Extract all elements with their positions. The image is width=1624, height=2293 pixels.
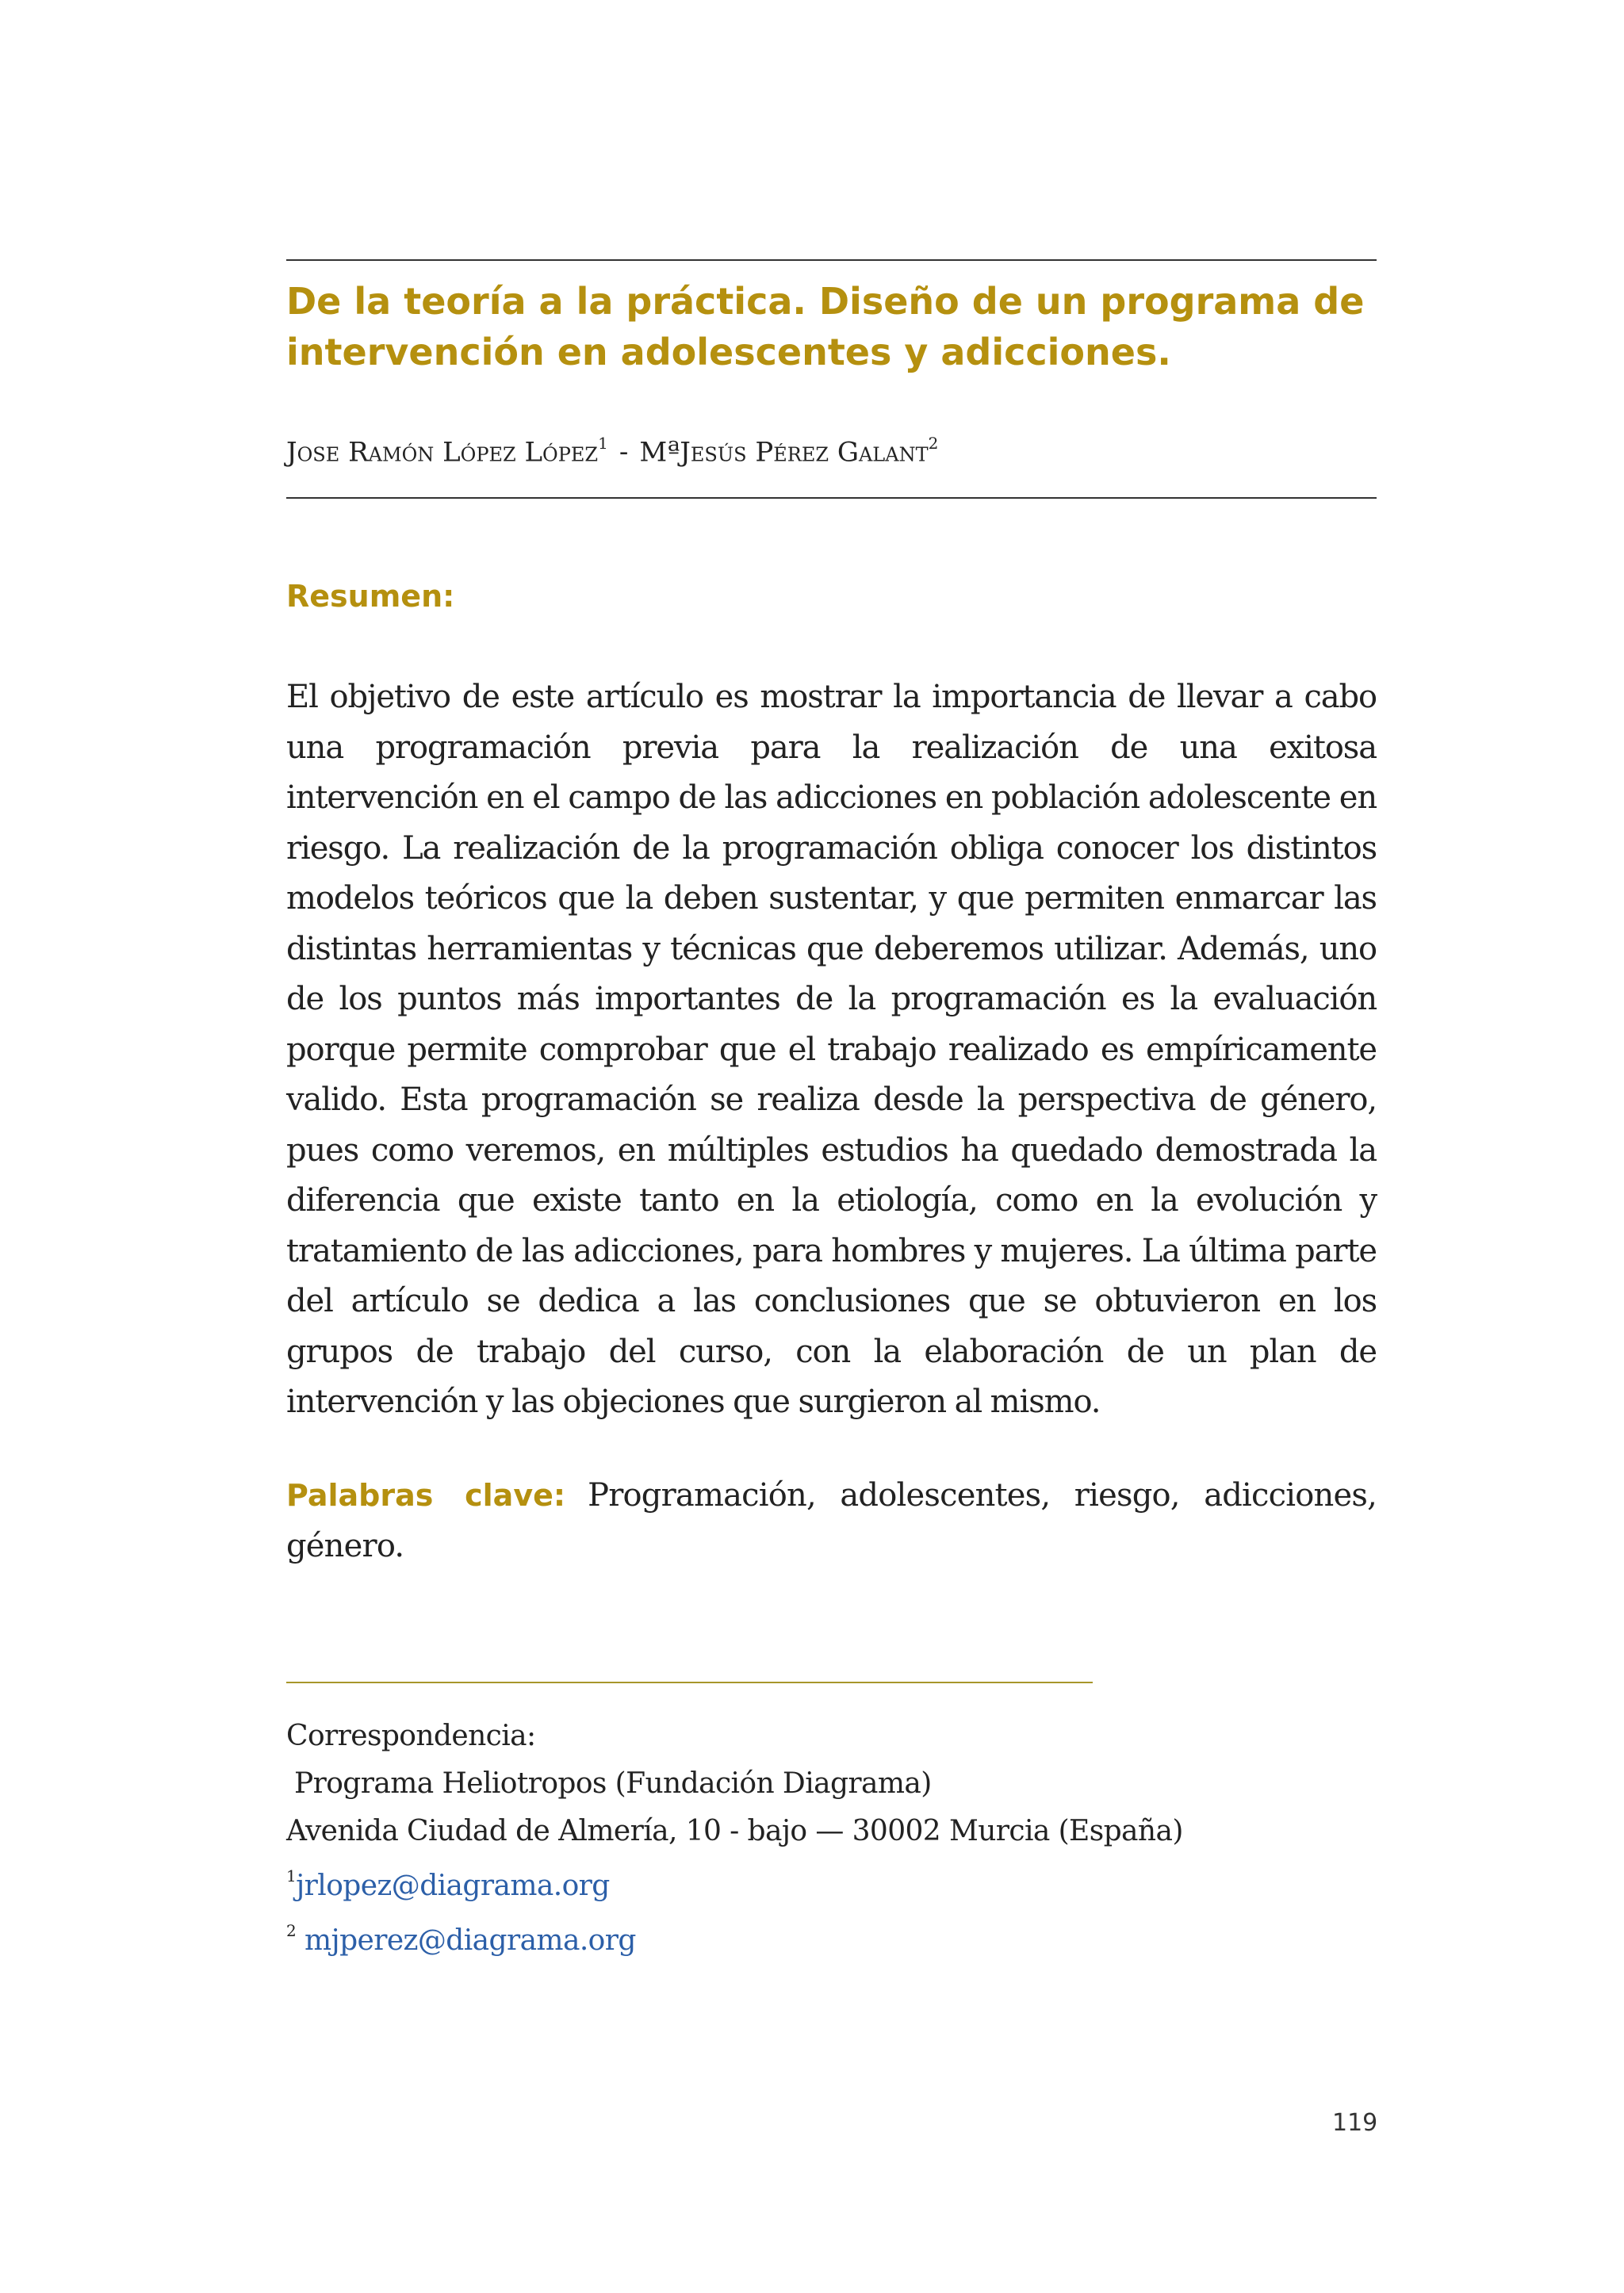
footnote-rule [286, 1682, 1093, 1683]
email-mark-1: 1 [286, 1866, 297, 1885]
correspondence-label: Correspondencia: [286, 1720, 536, 1752]
author-name-2: MªJesús Pérez Galant [639, 436, 929, 469]
email-line-2 [286, 1910, 1396, 1965]
article-title: De la teoría a la práctica. Diseño de un programa de intervención en adolescentes y adicciones. [286, 280, 1365, 373]
correspondence-address: Avenida Ciudad de Almería, 10 - bajo — 30002 Murcia (España) [286, 1815, 1183, 1847]
email-link-1[interactable]: jrlopez@diagrama.org [296, 1870, 610, 1902]
email-mark-2: 2 [286, 1921, 297, 1940]
keywords-label: Palabras clave: [286, 1478, 566, 1513]
keywords-text: Programación, adolescentes, riesgo, adicciones, género. [286, 1477, 1377, 1564]
author-separator: - [619, 436, 629, 469]
author-mark-2: 2 [928, 434, 939, 453]
abstract-heading: Resumen: [286, 579, 455, 614]
correspondence-block [286, 1713, 1396, 1965]
keywords-paragraph [286, 1471, 1377, 1571]
top-rule [286, 259, 1377, 261]
author-line [286, 436, 1396, 468]
author-name-1: Jose Ramón López López [286, 436, 599, 469]
author-rule [286, 497, 1377, 499]
author-mark-1: 1 [598, 434, 608, 453]
abstract-body: El objetivo de este artículo es mostrar la importancia de llevar a cabo una programación previa para la realización de una exitosa intervención en el campo de las adicciones en población adolescente en riesgo. La realización de la programación obliga conocer los distintos modelos teóricos que la deben sustentar, y que permiten enmarcar las distintas herramientas y técnicas que deberemos utilizar. Además, uno de los puntos más importantes de la programación es la evaluación porque permite comprobar que el trabajo realizado es empíricamente valido. Esta programación se realiza desde la perspectiva de género, pues como veremos, en múltiples estudios ha quedado demostrada la diferencia que existe tanto en la etiología, como en la evolución y tratamiento de las adicciones, para hombres y mujeres. La última parte del artículo se dedica a las conclusiones que se obtuvieron en los grupos de trabajo del curso, con la elaboración de un plan de intervención y las objeciones que surgieron al mismo. [286, 679, 1377, 1420]
email-link-2[interactable]: mjperez@diagrama.org [304, 1924, 636, 1957]
email-line-1 [286, 1855, 1396, 1910]
page-number: 119 [1332, 2109, 1378, 2137]
correspondence-organization: Programa Heliotropos (Fundación Diagrama) [294, 1767, 932, 1800]
